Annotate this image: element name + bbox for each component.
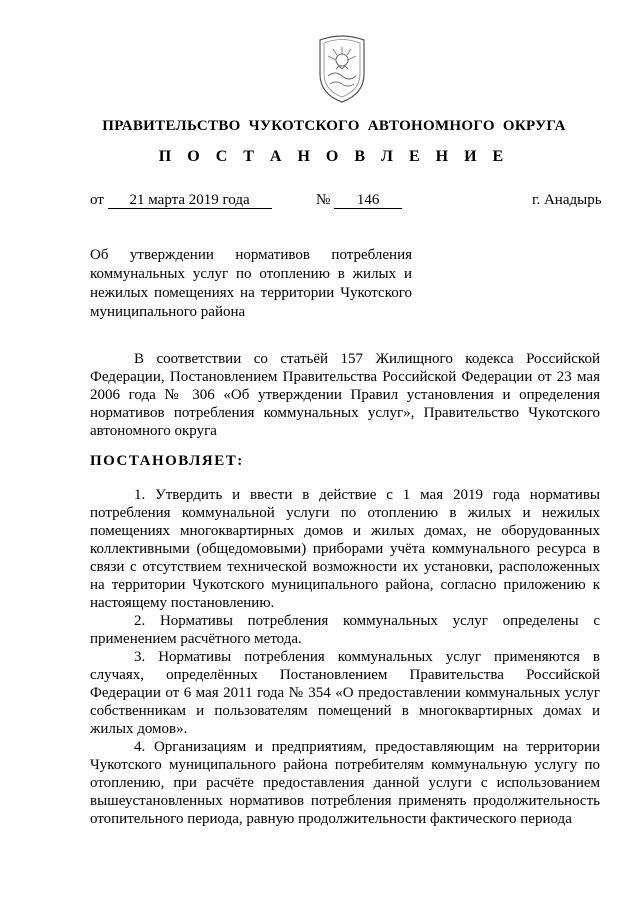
place-label: г. Анадырь [532, 192, 602, 208]
decree-item-4: 4. Организациям и предприятиям, предоставляющим на территории Чукотского муниципального района потребителям коммунальную услугу по отоплению, при расчёте предоставления данной услуги с использованием вышеустановленных нормативов потребления применять продолжительность отопительного периода, равную продолжительности фактического периода [90, 739, 600, 827]
number-value: 146 [334, 192, 402, 209]
decree-items [90, 486, 600, 828]
decree-item-1: 1. Утвердить и ввести в действие с 1 мая 2019 года нормативы потребления коммунальной услуги по отоплению в жилых и нежилых помещениях многоквартирных домов и жилых домах, не оборудованных коллективными (общедомовыми) приборами учёта коммунального ресурса в связи с отсутствием технической возможности их установки, расположенных на территории Чукотского муниципального района, согласно приложению к настоящему постановлению. [90, 487, 600, 611]
decree-item-3: 3. Нормативы потребления коммунальных услуг применяются в случаях, определённых Постановлением Правительства Российской Федерации от 6 мая 2011 года № 354 «О предоставлении коммунальных услуг собственникам и пользователям помещений в многоквартирных домах и жилых домов». [90, 649, 600, 737]
decree-item-2: 2. Нормативы потребления коммунальных услуг определены с применением расчётного метода. [90, 613, 600, 647]
decree-heading: ПОСТАНОВЛЯЕТ: [90, 453, 244, 469]
preamble-paragraph: В соответствии со статьёй 157 Жилищного кодекса Российской Федерации, Постановлением Правительства Российской Федерации от 23 мая 2006 года № 306 «Об утверждении Правил установления и определения нормативов потребления коммунальных услуг», Правительство Чукотского автономного округа [90, 351, 600, 439]
document-subject: Об утверждении нормативов потребления коммунальных услуг по отоплению в жилых и нежилых помещениях на территории Чукотского муниципального района [90, 247, 412, 320]
number-field [316, 192, 402, 209]
coat-of-arms-emblem [306, 30, 378, 106]
document-type-title: П О С Т А Н О В Л Е Н И Е [158, 148, 510, 165]
number-prefix: № [316, 192, 331, 208]
date-field [90, 192, 272, 209]
date-value: 21 марта 2019 года [108, 192, 272, 209]
date-prefix: от [90, 192, 104, 208]
government-name: ПРАВИТЕЛЬСТВО ЧУКОТСКОГО АВТОНОМНОГО ОКРУГА [102, 118, 566, 134]
